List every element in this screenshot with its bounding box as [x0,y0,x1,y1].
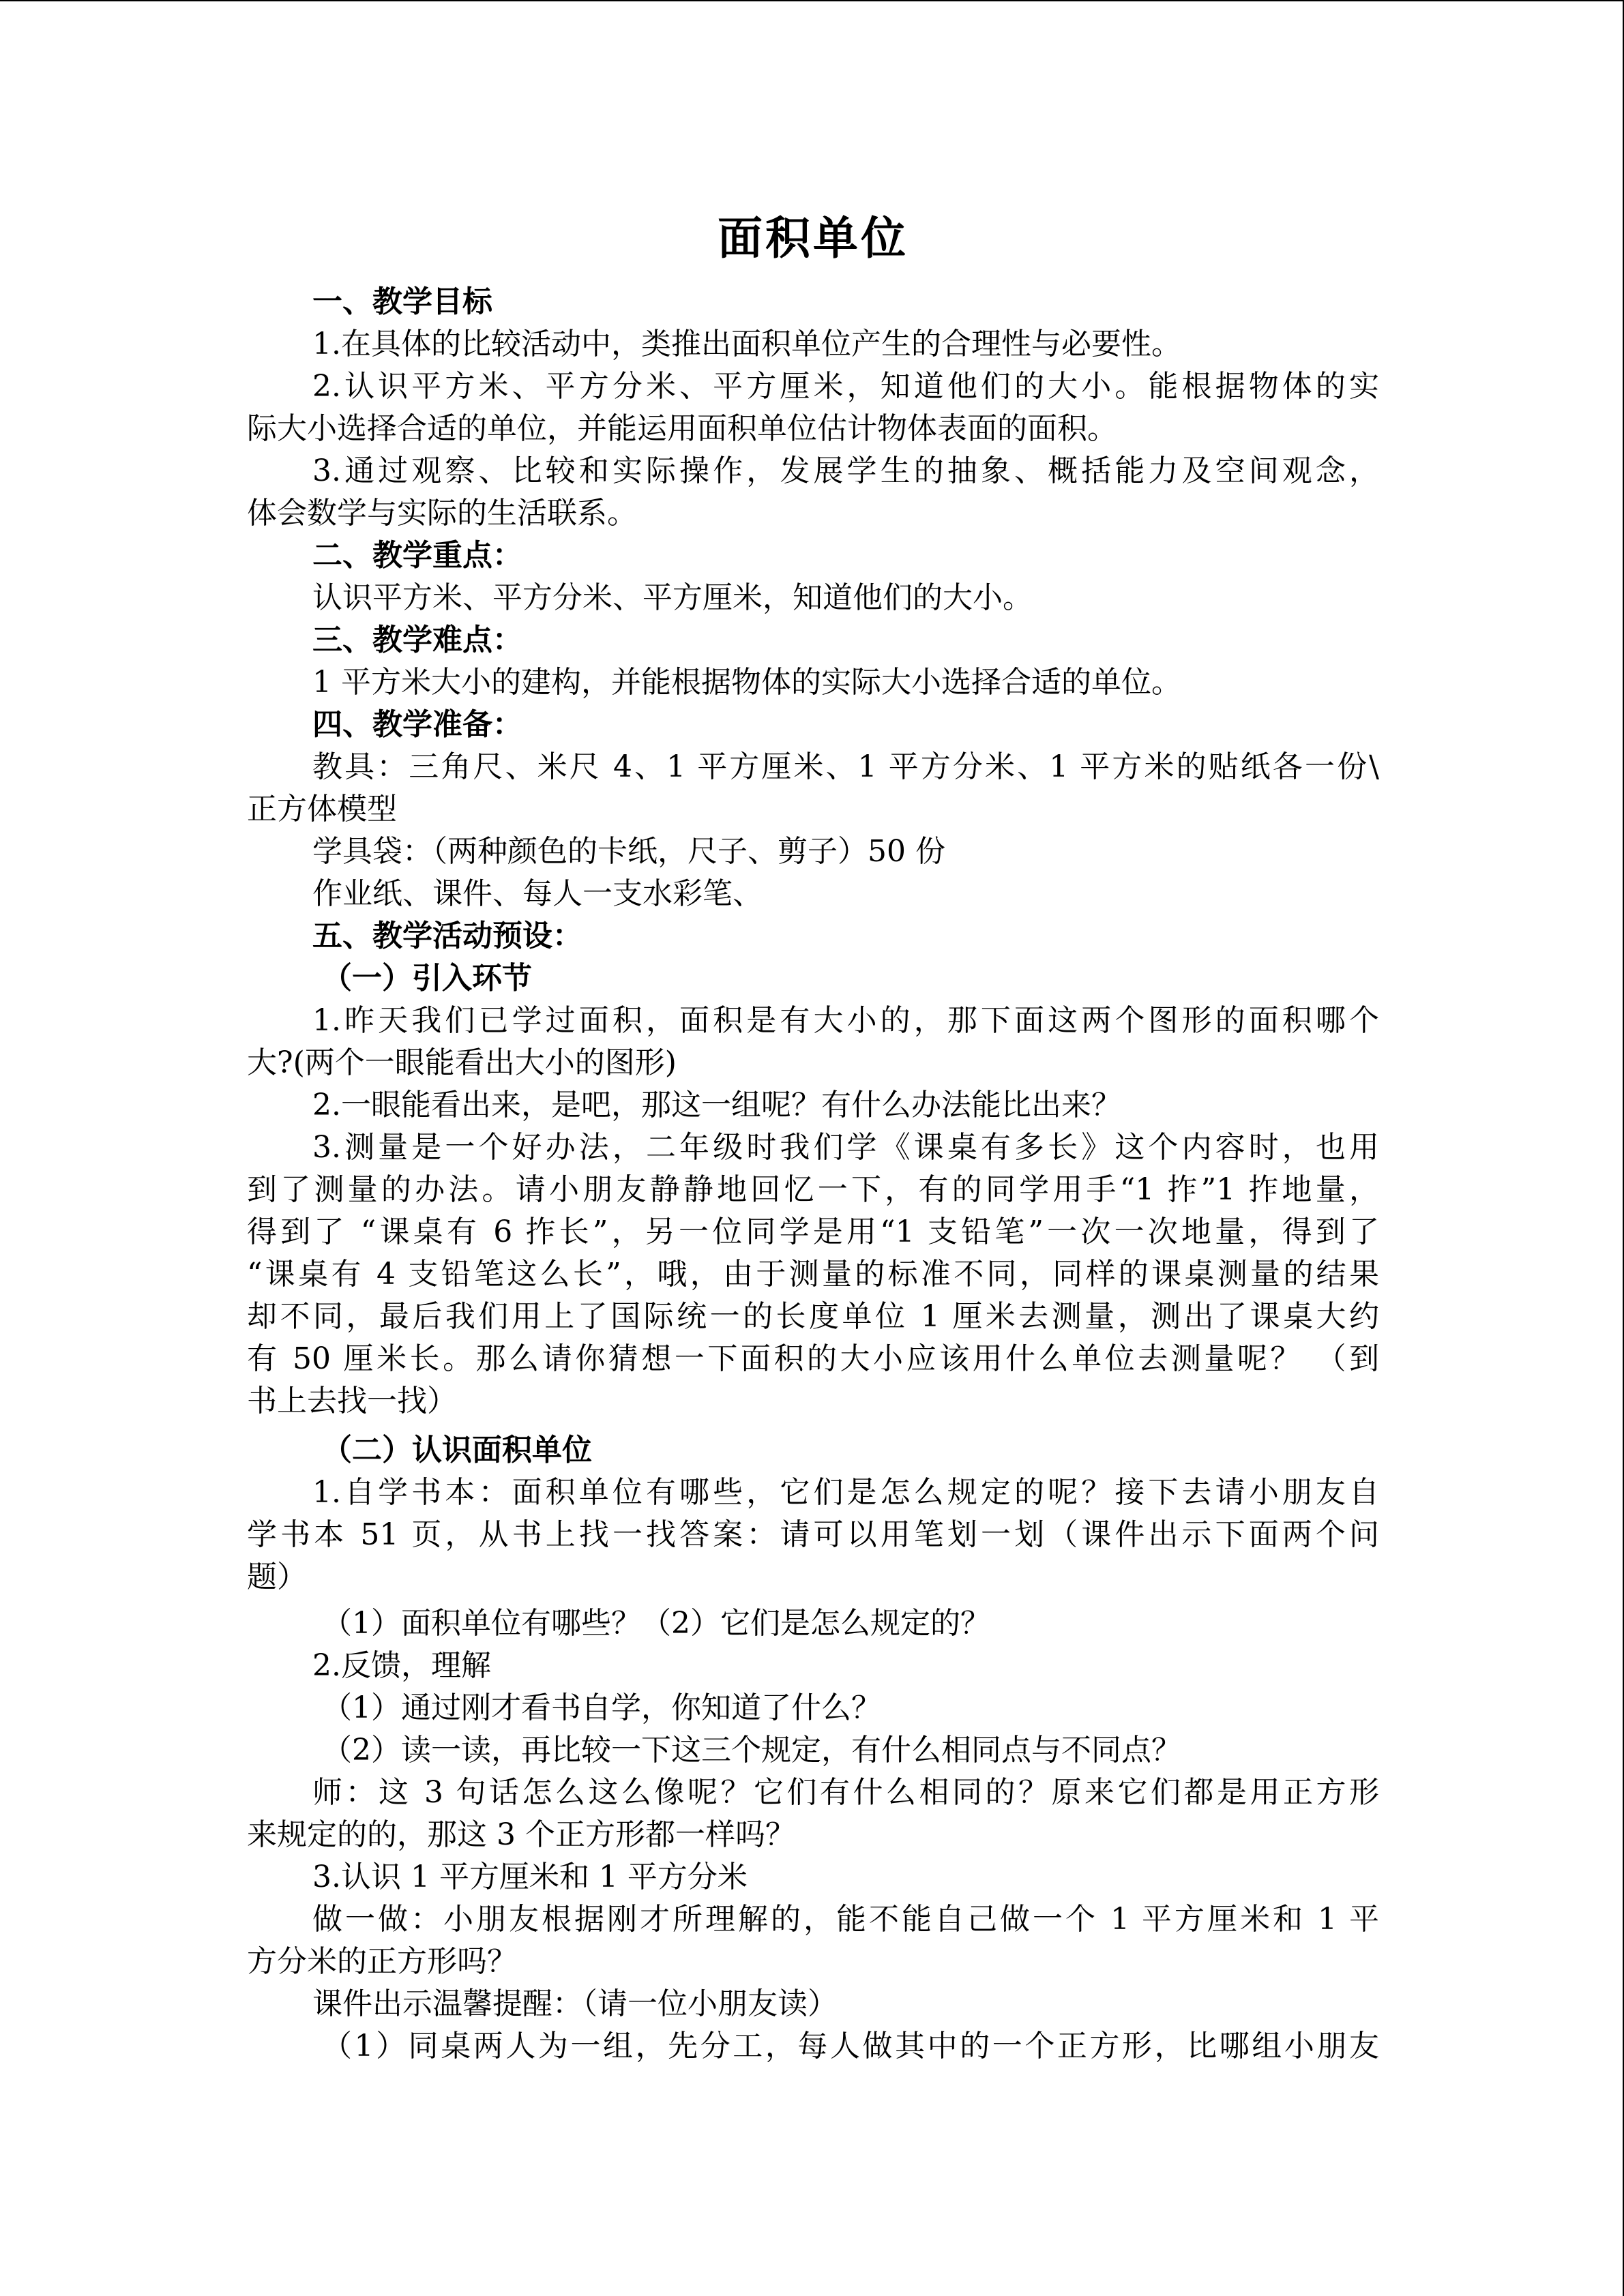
paragraph-line: 正方体模型 [247,792,397,826]
paragraph-line: 3.认识 1 平方厘米和 1 平方分米 [312,1860,748,1894]
paragraph-line: 1.在具体的比较活动中，类推出面积单位产生的合理性与必要性。 [312,327,1181,361]
paragraph-line: 学书本 51 页，从书上找一找答案：请可以用笔划一划（课件出示下面两个问 [247,1517,1379,1552]
heading-activities: 五、教学活动预设： [312,919,582,953]
paragraph-line: 1 平方米大小的建构，并能根据物体的实际大小选择合适的单位。 [312,665,1181,700]
subheading-intro: （一）引入环节 [322,961,532,996]
paragraph-line: 3.通过观察、比较和实际操作，发展学生的抽象、概括能力及空间观念， [312,453,1379,488]
paragraph-line: 3.测量是一个好办法，二年级时我们学《课桌有多长》这个内容时，也用 [312,1130,1379,1165]
paragraph-line: 际大小选择合适的单位，并能运用面积单位估计物体表面的面积。 [247,411,1117,446]
paragraph-line: 认识平方米、平方分米、平方厘米，知道他们的大小。 [312,580,1033,615]
heading-preparation: 四、教学准备： [312,707,522,742]
paragraph-line: （1）通过刚才看书自学，你知道了什么？ [322,1690,881,1725]
paragraph-line: 作业纸、课件、每人一支水彩笔、 [312,876,763,911]
heading-key-points: 二、教学重点： [312,538,522,573]
paragraph-line: （1）同桌两人为一组，先分工，每人做其中的一个正方形，比哪组小朋友 [322,2029,1379,2063]
paragraph-line: 来规定的的，那这 3 个正方形都一样吗？ [247,1817,795,1852]
paragraph-line: （1）面积单位有哪些？（2）它们是怎么规定的？ [322,1606,990,1641]
page-title: 面积单位 [718,212,909,265]
paragraph-line: “课桌有 4 支铅笔这么长”，哦，由于测量的标准不同，同样的课桌测量的结果 [247,1257,1379,1292]
paragraph-line: 书上去找一找） [247,1384,457,1418]
paragraph-line: 2.一眼能看出来，是吧，那这一组呢？有什么办法能比出来？ [312,1088,1121,1122]
paragraph-line: 1.昨天我们已学过面积，面积是有大小的，那下面这两个图形的面积哪个 [312,1003,1379,1038]
paragraph-line: 课件出示温馨提醒：（请一位小朋友读） [312,1986,838,2021]
paragraph-line: 到了测量的办法。请小朋友静静地回忆一下，有的同学用手“1 拃”1 拃地量， [247,1172,1379,1207]
paragraph-line: 大?(两个一眼能看出大小的图形) [247,1045,677,1080]
paragraph-line: 2.认识平方米、平方分米、平方厘米，知道他们的大小。能根据物体的实 [312,369,1379,404]
paragraph-line: 有 50 厘米长。那么请你猜想一下面积的大小应该用什么单位去测量呢？ （到 [247,1341,1379,1376]
paragraph-line: 方分米的正方形吗？ [247,1944,517,1979]
paragraph-line: 题） [247,1560,307,1594]
paragraph-line: 2.反馈，理解 [312,1648,491,1683]
paragraph-line: 却不同，最后我们用上了国际统一的长度单位 1 厘米去测量，测出了课桌大约 [247,1299,1379,1334]
subheading-area-units: （二）认识面积单位 [322,1433,592,1467]
paragraph-line: 教具：三角尺、米尺 4、1 平方厘米、1 平方分米、1 平方米的贴纸各一份\ [312,749,1379,784]
paragraph-line: 1.自学书本：面积单位有哪些，它们是怎么规定的呢？接下去请小朋友自 [312,1475,1379,1510]
paragraph-line: 得到了 “课桌有 6 拃长”，另一位同学是用“1 支铅笔”一次一次地量，得到了 [247,1214,1379,1249]
paragraph-line: 做一做：小朋友根据刚才所理解的，能不能自己做一个 1 平方厘米和 1 平 [312,1902,1379,1937]
heading-objectives: 一、教学目标 [312,284,492,319]
paragraph-line: 师：这 3 句话怎么这么像呢？它们有什么相同的？原来它们都是用正方形 [312,1775,1379,1810]
paragraph-line: 体会数学与实际的生活联系。 [247,496,637,531]
paragraph-line: 学具袋：（两种颜色的卡纸，尺子、剪子）50 份 [312,834,945,869]
heading-difficulties: 三、教学难点： [312,623,522,657]
paragraph-line: （2）读一读，再比较一下这三个规定，有什么相同点与不同点？ [322,1733,1181,1768]
